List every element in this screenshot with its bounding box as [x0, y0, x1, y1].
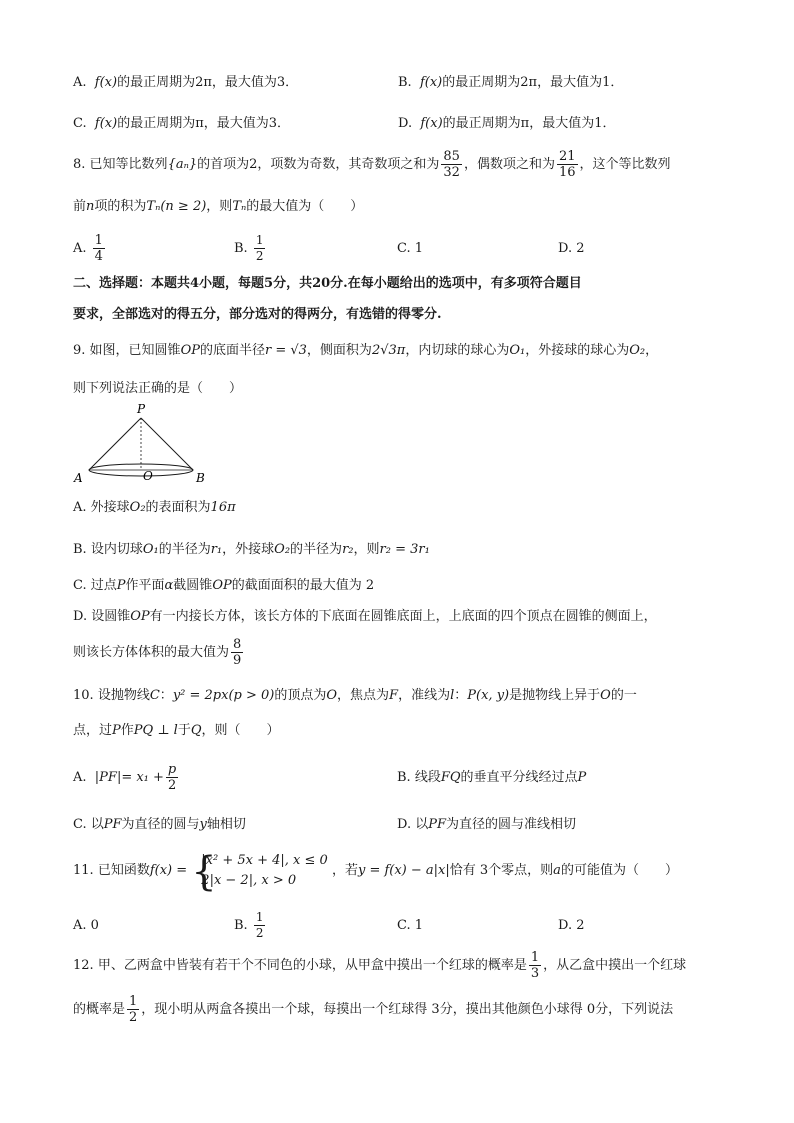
- q10-c-text1: C. 以: [73, 817, 104, 832]
- q9-text3: ，侧面积为: [306, 343, 372, 358]
- q9-d-op: OP: [130, 609, 150, 624]
- q9-o2: O₂: [629, 343, 646, 358]
- q9-stem-line1: [73, 340, 658, 362]
- q9-o1: O₁: [509, 343, 526, 358]
- q8-text3: ，偶数项之和为: [463, 157, 555, 172]
- q11-text1: 已知函数: [97, 863, 150, 878]
- q10-option-a: [73, 760, 180, 796]
- q11-text4: 的可能值为（ ）: [560, 863, 678, 878]
- q9-b-text4: 的半径为: [290, 542, 343, 557]
- q7-option-c: [73, 113, 290, 135]
- q9-b-text1: B. 设内切球: [73, 542, 143, 557]
- q10-text3: 的顶点为: [274, 688, 327, 703]
- q10-line2c: 于: [177, 723, 191, 738]
- q10-b-text1: B. 线段: [397, 770, 441, 785]
- q11-b-label: B.: [234, 918, 248, 933]
- q7-option-b: [398, 72, 623, 94]
- q9-c-text1: C. 过点: [73, 578, 117, 593]
- q7-c-label: C.: [73, 116, 87, 131]
- q7-d-math: f(x): [420, 116, 443, 131]
- q11-b-fraction: [254, 910, 266, 941]
- q12-line2b: ，现小明从两盒各摸出一个球，每摸出一个红球得 3分，摸出其他颜色小球得 0分，下列说法: [141, 1002, 674, 1017]
- q7-option-d: [398, 113, 615, 135]
- q10-stem-line2: [73, 720, 280, 742]
- q11-number: 11.: [73, 863, 94, 878]
- q9-number: 9.: [73, 343, 86, 358]
- q7-d-label: D.: [398, 116, 413, 131]
- q8-even-fraction: [557, 149, 578, 180]
- q8-text6: 项的积为: [94, 199, 147, 214]
- q9-b-text5: ，则: [353, 542, 380, 557]
- q8-a-fraction: [93, 233, 105, 264]
- q10-c-text2: 为直径的圆与: [121, 817, 200, 832]
- q8-text5: 前: [73, 199, 87, 214]
- fig-label-a: A: [74, 471, 83, 485]
- q9-c-op: OP: [212, 578, 232, 593]
- q12-p1-num: 1: [530, 950, 540, 965]
- q8-seq: {aₙ}: [167, 157, 198, 172]
- q8-text4: ，这个等比数列: [579, 157, 671, 172]
- q8-even-den: 16: [558, 165, 576, 180]
- q8-a-num: 1: [94, 233, 103, 248]
- q10-a-num: p: [167, 762, 177, 777]
- q10-text7: 是抛物线上异于: [509, 688, 601, 703]
- q10-text6: ：: [454, 688, 468, 703]
- q7-a-text: 的最正周期为2π，最大值为3．: [117, 75, 299, 90]
- fig-label-o: O: [143, 469, 153, 483]
- q11-piecewise: [191, 848, 328, 895]
- q12-stem-line1: [73, 948, 686, 984]
- fig-label-p: P: [137, 402, 146, 416]
- q8-text2: 的首项为2，项数为奇数，其奇数项之和为: [197, 157, 440, 172]
- q10-a-fraction: [166, 762, 178, 793]
- q12-p2-num: 1: [129, 994, 138, 1009]
- section2-heading-line1: 二、选择题：本题共4小题，每题5分，共20分.在每小题给出的选项中，有多项符合题目: [73, 276, 582, 291]
- q9-a-val: 16π: [210, 500, 236, 515]
- q11-option-c: C. 1: [397, 918, 424, 933]
- q8-stem-line2: [73, 196, 363, 218]
- q12-p1-den: 3: [530, 966, 540, 981]
- q9-a-text1: A. 外接球: [73, 500, 130, 515]
- q9-option-d-line2: [73, 634, 245, 672]
- section2-heading-line2: 要求，全部选对的得五分，部分选对的得两分，有选错的得零分.: [73, 307, 442, 322]
- q10-option-d: [397, 814, 576, 836]
- q11-case2: 2|x − 2|, x > 0: [201, 872, 297, 888]
- q10-c: C: [149, 688, 160, 703]
- q12-p2-den: 2: [129, 1010, 138, 1025]
- q10-b-p: P: [577, 770, 587, 785]
- q7-a-math: f(x): [94, 75, 118, 90]
- q9-b-o2: O₂: [274, 542, 291, 557]
- q10-b-text2: 的垂直平分线经过点: [460, 770, 578, 785]
- q10-d-text1: D. 以: [397, 817, 429, 832]
- q9-b-text3: ，外接球: [222, 542, 275, 557]
- q9-option-c: [73, 575, 374, 597]
- q9-b-text2: 的半径为: [158, 542, 211, 557]
- q10-option-c: [73, 814, 246, 836]
- q7-option-a: [73, 72, 298, 94]
- q10-text4: ，焦点为: [337, 688, 390, 703]
- q9-c-alpha: α: [164, 578, 174, 593]
- q9-text6: ，: [645, 343, 659, 358]
- q8-number: 8.: [73, 157, 86, 172]
- q11-stem: [73, 848, 678, 894]
- q10-c-y: y: [199, 817, 207, 832]
- q11-a: a: [553, 863, 561, 878]
- q10-o2: O: [600, 688, 611, 703]
- q11-eq: y = f(x) − a|x|: [357, 863, 450, 878]
- q7-b-math: f(x): [419, 75, 443, 90]
- q11-case1: |x² + 5x + 4|, x ≤ 0: [201, 852, 328, 868]
- q10-text1: 设抛物线: [97, 688, 150, 703]
- q8-text7: ，则: [206, 199, 233, 214]
- q10-a-label: A.: [73, 770, 87, 785]
- q9-d-fraction: [231, 637, 243, 668]
- q12-p2-fraction: [127, 994, 139, 1025]
- q11-fx: f(x) =: [149, 863, 188, 878]
- q9-option-a: [73, 497, 236, 519]
- q12-stem-line2: [73, 992, 673, 1028]
- fig-label-b: B: [196, 471, 205, 485]
- q11-text3: 恰有 3个零点，则: [449, 863, 554, 878]
- q8-odd-num: 85: [443, 149, 460, 164]
- q10-c-text3: 轴相切: [206, 817, 246, 832]
- q10-text2: ：: [159, 688, 173, 703]
- cone-edge-pb: [141, 418, 193, 470]
- q9-text5: ，外接球的球心为: [525, 343, 630, 358]
- q8-odd-den: 32: [443, 165, 460, 180]
- q9-r: r = √3: [264, 343, 307, 358]
- q10-f: F: [389, 688, 399, 703]
- q10-line2p: P: [112, 723, 121, 738]
- q10-line2a: 点，过: [73, 723, 113, 738]
- q9-b-r2: r₂: [342, 542, 354, 557]
- q12-p1-fraction: [529, 950, 541, 981]
- q10-l: l: [450, 688, 455, 703]
- q8-n: n: [86, 199, 95, 214]
- q9-text4: ，内切球的球心为: [405, 343, 510, 358]
- q10-pq: PQ ⊥ l: [133, 723, 178, 738]
- q8-b-den: 2: [255, 249, 264, 263]
- q9-d-den: 9: [233, 653, 242, 668]
- q10-pxy: P(x, y): [467, 688, 510, 703]
- q7-a-label: A.: [73, 75, 87, 90]
- q9-b-eq: r₂ = 3r₁: [379, 542, 430, 557]
- q9-a-o2: O₂: [129, 500, 146, 515]
- q8-text1: 已知等比数列: [89, 157, 168, 172]
- q7-b-text: 的最正周期为2π，最大值为1．: [442, 75, 624, 90]
- q8-tn: Tₙ(n ≥ 2): [146, 199, 207, 214]
- q8-b-num: 1: [255, 233, 264, 247]
- q9-c-text2: 作平面: [125, 578, 165, 593]
- q8-option-a: [73, 232, 107, 266]
- q8-tn2: Tₙ: [232, 199, 247, 214]
- q12-text1: 甲、乙两盒中皆装有若干个不同色的小球，从甲盒中摸出一个红球的概率是: [97, 958, 527, 973]
- q11-option-b: [234, 908, 267, 944]
- q10-stem-line1: [73, 685, 637, 707]
- q8-even-num: 21: [558, 149, 576, 164]
- q12-number: 12.: [73, 958, 94, 973]
- q8-stem-line1: [73, 148, 671, 182]
- q9-option-d-line1: [73, 606, 657, 628]
- q9-d-line2-text: 则该长方体体积的最大值为: [73, 645, 230, 660]
- q11-text2: ，若: [331, 863, 358, 878]
- q10-a-den: 2: [167, 778, 177, 793]
- q10-line2b: 作: [120, 723, 134, 738]
- q9-op: OP: [180, 343, 200, 358]
- q8-option-d: D. 2: [558, 241, 585, 256]
- q9-b-o1: O₁: [142, 542, 159, 557]
- q10-line2d: ，则（ ）: [201, 723, 280, 738]
- q9-c-text3: 截圆锥: [173, 578, 213, 593]
- q10-d-pf: PF: [428, 817, 447, 832]
- q9-area: 2√3π: [371, 343, 406, 358]
- q10-b-fq: FQ: [440, 770, 461, 785]
- q9-stem-line2: 则下列说法正确的是（ ）: [73, 381, 243, 396]
- q10-c-pf: PF: [103, 817, 122, 832]
- q10-option-b: [397, 767, 586, 789]
- q10-number: 10.: [73, 688, 94, 703]
- q9-text2: 的底面半径: [199, 343, 265, 358]
- q7-b-label: B.: [398, 75, 412, 90]
- q9-cone-figure: [70, 400, 220, 488]
- q11-b-num: 1: [255, 910, 264, 924]
- q8-a-den: 4: [94, 249, 103, 264]
- q10-text8: 的一: [610, 688, 637, 703]
- q9-d-text1: D. 设圆锥: [73, 609, 131, 624]
- q8-text8: 的最大值为（ ）: [246, 199, 364, 214]
- q9-text1: 如图，已知圆锥: [89, 343, 181, 358]
- q9-b-r1: r₁: [210, 542, 223, 557]
- q11-b-den: 2: [255, 926, 264, 940]
- q10-text5: ，准线为: [398, 688, 451, 703]
- q8-b-fraction: [254, 233, 266, 264]
- q8-option-c: C. 1: [397, 241, 424, 256]
- q9-d-num: 8: [233, 637, 242, 652]
- cone-edge-pa: [89, 418, 141, 470]
- q7-d-text: 的最正周期为π，最大值为1．: [442, 116, 616, 131]
- q10-d-text2: 为直径的圆与准线相切: [446, 817, 577, 832]
- q10-o: O: [326, 688, 338, 703]
- q9-option-b: [73, 539, 430, 561]
- q10-q: Q: [190, 723, 202, 738]
- q11-option-d: D. 2: [558, 918, 585, 933]
- q9-c-p: P: [116, 578, 126, 593]
- q9-d-text2: 有一内接长方体，该长方体的下底面在圆锥底面上，上底面的四个顶点在圆锥的侧面上，: [149, 609, 657, 624]
- q8-option-b: [234, 232, 267, 266]
- q11-option-a: A. 0: [73, 918, 99, 933]
- q10-eq: y² = 2px(p > 0): [172, 688, 275, 703]
- q10-a-math: |PF|= x₁ +: [94, 770, 164, 785]
- q11-brace: {: [191, 848, 217, 895]
- q9-a-text2: 的表面积为: [145, 500, 211, 515]
- q7-c-text: 的最正周期为π，最大值为3．: [117, 116, 291, 131]
- q8-a-label: A.: [73, 241, 87, 256]
- q8-odd-fraction: [441, 149, 462, 180]
- q12-line2a: 的概率是: [73, 1002, 126, 1017]
- q9-c-text4: 的截面面积的最大值为 2: [231, 578, 375, 593]
- q7-c-math: f(x): [94, 116, 118, 131]
- q8-b-label: B.: [234, 241, 248, 256]
- q12-text2: ，从乙盒中摸出一个红球: [543, 958, 687, 973]
